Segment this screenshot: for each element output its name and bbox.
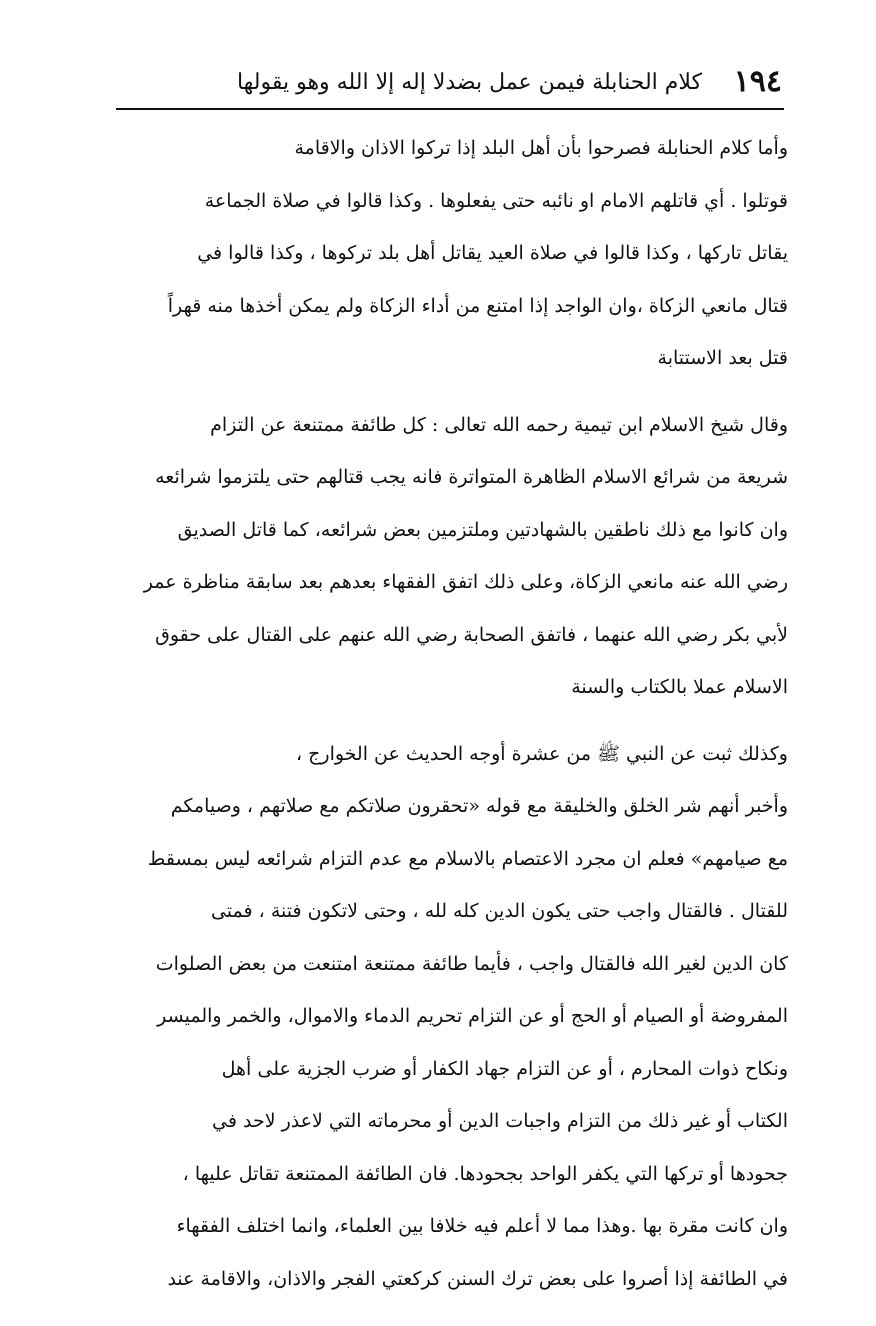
body-text (104, 122, 788, 1305)
text-line: الكتاب أو غير ذلك من التزام واجبات الدين أو محرماته التي لاعذر لاحد في (212, 1110, 788, 1132)
paragraph-gap (104, 714, 788, 728)
text-line: شريعة من شرائع الاسلام الظاهرة المتواترة فانه يجب قتالهم حتى يلتزموا شرائعه (155, 466, 788, 488)
text-line: رضي الله عنه مانعي الزكاة، وعلى ذلك اتفق الفقهاء بعدهم بعد سابقة مناظرة عمر (143, 571, 788, 593)
text-line: كان الدين لغير الله فالقتال واجب ، فأيما طائفة ممتنعة امتنعت من بعض الصلوات (155, 952, 788, 975)
paragraph-khawarij-hadith (104, 728, 788, 1306)
text-line: قتال مانعي الزكاة ،وان الواجد إذا امتنع من أداء الزكاة ولم يمكن أخذها منه قهراً (167, 294, 788, 317)
header-rule (116, 108, 784, 110)
text-line: في الطائفة إذا أصروا على بعض ترك السنن كركعتي الفجر والاذان، والاقامة عند (167, 1267, 788, 1290)
page-number: ١٩٤ (733, 64, 782, 99)
text-line: للقتال . فالقتال واجب حتى يكون الدين كله لله ، وحتى لاتكون فتنة ، فمتى (210, 900, 788, 922)
text-line: لأبي بكر رضي الله عنهما ، فاتفق الصحابة رضي الله عنهم على القتال على حقوق (155, 623, 788, 646)
text-line: يقاتل تاركها ، وكذا قالوا في صلاة العيد يقاتل أهل بلد تركوها ، وكذا قالوا في (197, 242, 788, 264)
text-line: وأما كلام الحنابلة فصرحوا بأن أهل البلد إذا تركوا الاذان والاقامة (294, 137, 788, 159)
text-line: ونكاح ذوات المحارم ، أو عن التزام جهاد الكفار أو ضرب الجزية على أهل (221, 1057, 788, 1080)
text-line: مع صيامهم» فعلم ان مجرد الاعتصام بالاسلام مع عدم التزام شرائعه ليس بمسقط (147, 847, 788, 870)
text-line: وكذلك ثبت عن النبي ﷺ من عشرة أوجه الحديث عن الخوارج ، (295, 742, 788, 765)
text-line: قوتلوا . أي قاتلهم الامام او نائبه حتى يفعلوها . وكذا قالوا في صلاة الجماعة (204, 189, 788, 212)
text-line: وان كانت مقرة بها .وهذا مما لا أعلم فيه خلافا بين العلماء، وانما اختلف الفقهاء (176, 1215, 788, 1237)
text-line: وقال شيخ الاسلام ابن تيمية رحمه الله تعالى : كل طائفة ممتنعة عن التزام (210, 413, 788, 436)
page-header (122, 62, 782, 106)
paragraph-gap (104, 385, 788, 399)
text-line: قتل بعد الاستتابة (657, 347, 788, 369)
text-line: المفروضة أو الصيام أو الحج أو عن التزام تحريم الدماء والاموال، والخمر والميسر (157, 1005, 788, 1027)
paragraph-ibn-taymiyyah-quote (104, 399, 788, 714)
text-line: وأخبر أنهم شر الخلق والخليقة مع قوله «تحقرون صلاتكم مع صلاتهم ، وصيامكم (170, 795, 788, 817)
text-line: وان كانوا مع ذلك ناطقين بالشهادتين وملتزمين بعض شرائعه، كما قاتل الصديق (177, 518, 788, 541)
text-line: جحودها أو تركها التي يكفر الواحد بجحودها. فان الطائفة الممتنعة تقاتل عليها ، (182, 1162, 788, 1185)
running-title: كلام الحنابلة فيمن عمل بضدلا إله إلا الله وهو يقولها (236, 70, 702, 95)
paragraph-hanbali-statement (104, 122, 788, 385)
text-line: الاسلام عملا بالكتاب والسنة (571, 676, 788, 698)
